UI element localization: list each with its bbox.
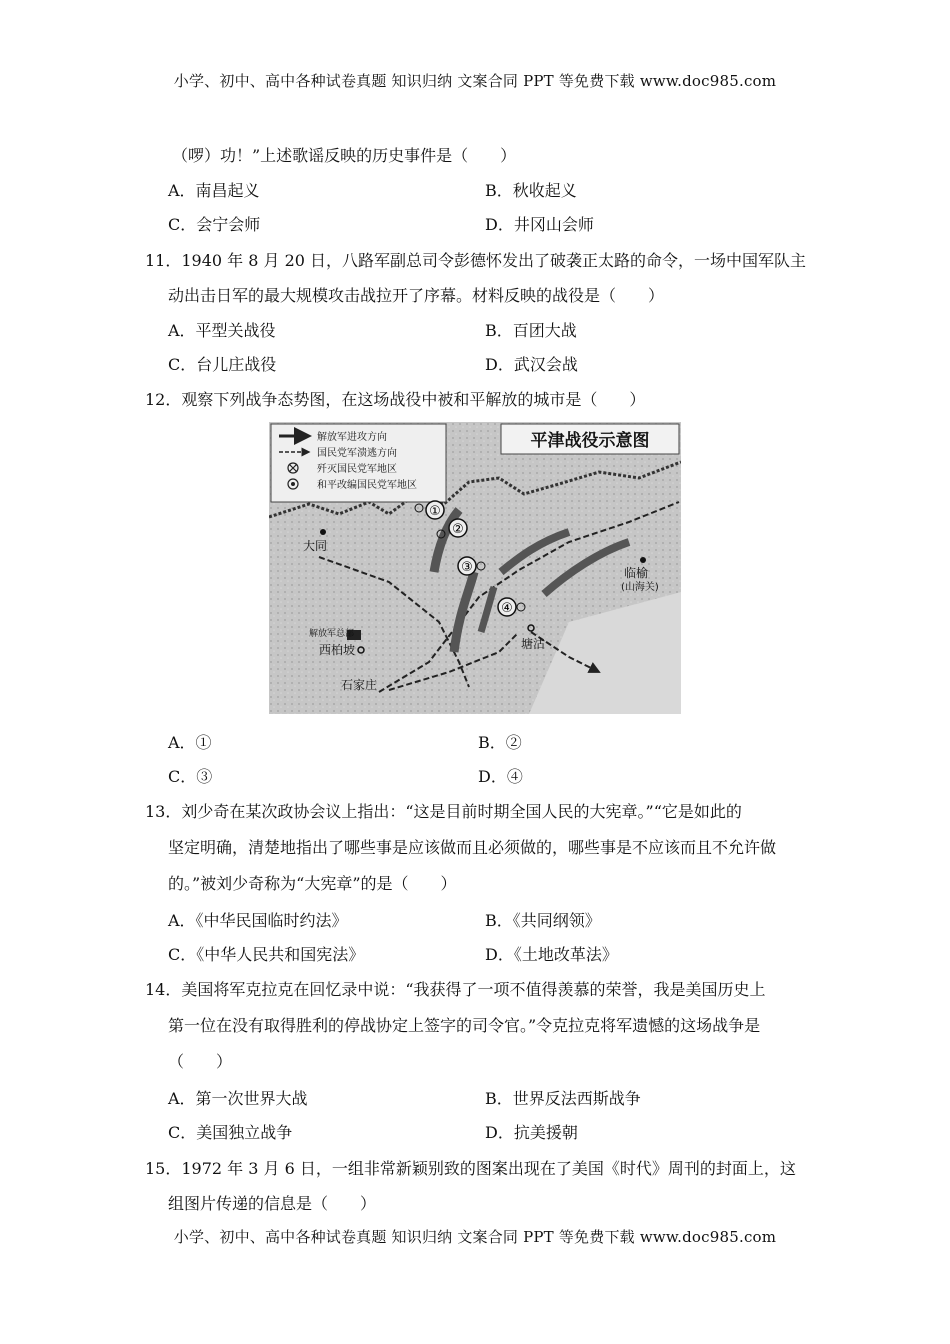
q10-stem-tail: （啰）功！”上述歌谣反映的历史事件是（ ） xyxy=(172,146,517,165)
place-shijiazhuang: 石家庄 xyxy=(341,678,378,692)
place-hq: 解放军总部 xyxy=(309,629,355,639)
battle-map-figure xyxy=(269,422,681,714)
q13-option-a[interactable]: A．《中华民国临时约法》 xyxy=(168,911,348,930)
q14-option-a[interactable]: A．第一次世界大战 xyxy=(168,1089,308,1108)
q11-option-d[interactable]: D．武汉会战 xyxy=(485,355,578,374)
q13-option-d[interactable]: D．《土地改革法》 xyxy=(485,945,618,964)
q14-option-d[interactable]: D．抗美援朝 xyxy=(485,1123,578,1142)
q14-option-c[interactable]: C．美国独立战争 xyxy=(168,1123,293,1142)
q12-option-d[interactable]: D．④ xyxy=(478,767,523,786)
q13-stem-line-2: 坚定明确，清楚地指出了哪些事是应该做而且必须做的，哪些事是不应该而且不允许做 xyxy=(168,838,777,857)
q14-stem-line-1: 14．美国将军克拉克在回忆录中说：“我获得了一项不值得羡慕的荣誉，我是美国历史上 xyxy=(145,980,766,999)
marker-1-label: ① xyxy=(429,504,441,519)
q11-stem-line-2: 动出击日军的最大规模攻击战拉开了序幕。材料反映的战役是（ ） xyxy=(168,286,665,305)
q14-option-b[interactable]: B．世界反法西斯战争 xyxy=(485,1089,641,1108)
q13-stem-line-3: 的。”被刘少奇称为“大宪章”的是（ ） xyxy=(168,874,457,893)
q10-option-d[interactable]: D．井冈山会师 xyxy=(485,215,594,234)
q12-option-b[interactable]: B．② xyxy=(478,733,522,752)
q15-stem-line-2: 组图片传递的信息是（ ） xyxy=(168,1194,377,1213)
q12-option-a[interactable]: A．① xyxy=(168,733,212,752)
place-linyu: 临榆 xyxy=(624,566,649,580)
place-tanggu: 塘沽 xyxy=(521,637,546,651)
marker-2-label: ② xyxy=(452,522,464,537)
q10-option-c[interactable]: C．会宁会师 xyxy=(168,215,261,234)
q14-stem-line-2: 第一位在没有取得胜利的停战协定上签字的司令官。”令克拉克将军遗憾的这场战争是 xyxy=(168,1016,761,1035)
q11-option-a[interactable]: A．平型关战役 xyxy=(168,321,276,340)
place-shanhaiguan: (山海关) xyxy=(621,582,659,593)
q11-option-b[interactable]: B．百团大战 xyxy=(485,321,577,340)
place-xibaipo: 西柏坡 xyxy=(319,643,356,657)
legend-item-4: 和平改编国民党军地区 xyxy=(317,480,417,491)
q15-stem-line-1: 15．1972 年 3 月 6 日，一组非常新颖别致的图案出现在了美国《时代》周刊的封面上，这 xyxy=(145,1159,796,1178)
battle-map-svg xyxy=(269,422,681,714)
q10-option-a[interactable]: A．南昌起义 xyxy=(168,181,260,200)
q10-option-b[interactable]: B．秋收起义 xyxy=(485,181,577,200)
q12-option-c[interactable]: C．③ xyxy=(168,767,213,786)
q13-option-b[interactable]: B．《共同纲领》 xyxy=(485,911,601,930)
q11-stem-line-1: 11．1940 年 8 月 20 日，八路军副总司令彭德怀发出了破袭正太路的命令，一场中国军队主 xyxy=(145,251,807,270)
q14-stem-line-3: （ ） xyxy=(168,1052,233,1071)
q13-stem-line-1: 13．刘少奇在某次政协会议上指出：“这是目前时期全国人民的大宪章。”“它是如此的 xyxy=(145,802,742,821)
q13-option-c[interactable]: C．《中华人民共和国宪法》 xyxy=(168,945,365,964)
legend-item-2: 国民党军溃逃方向 xyxy=(317,448,397,459)
legend-item-3: 歼灭国民党军地区 xyxy=(317,464,397,475)
q11-option-c[interactable]: C．台儿庄战役 xyxy=(168,355,277,374)
q12-stem: 12．观察下列战争态势图，在这场战役中被和平解放的城市是（ ） xyxy=(145,390,646,409)
page-footer: 小学、初中、高中各种试卷真题 知识归纳 文案合同 PPT 等免费下载 www.doc985.com xyxy=(173,1228,777,1246)
map-title: 平津战役示意图 xyxy=(530,431,650,451)
place-datong: 大同 xyxy=(303,539,328,553)
marker-3-label: ③ xyxy=(461,560,473,575)
marker-4-label: ④ xyxy=(501,601,513,616)
legend-item-1: 解放军进攻方向 xyxy=(317,432,387,443)
page-header: 小学、初中、高中各种试卷真题 知识归纳 文案合同 PPT 等免费下载 www.doc985.com xyxy=(173,72,777,90)
